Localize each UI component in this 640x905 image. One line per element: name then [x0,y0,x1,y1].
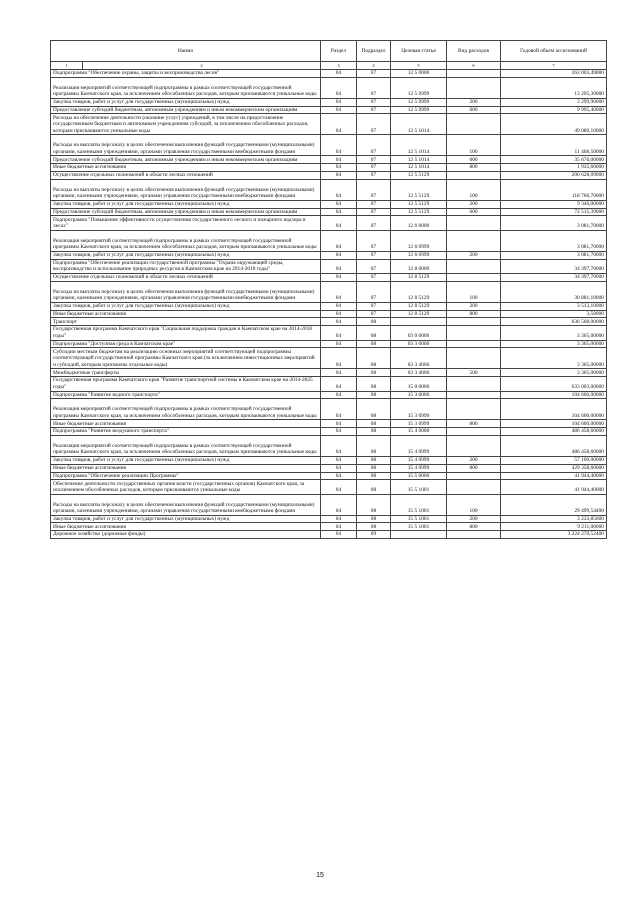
row-vid-cell: 200 [447,515,501,523]
row-vid-cell [447,435,501,456]
row-amount-cell: 29 499,54400 [501,494,607,515]
row-amount-cell: 35 676,00000 [501,156,607,164]
table-row [51,208,607,216]
row-name-cell: Реализация мероприятий соответствующей подпрограммы в рамках соответствующей государственной программы Камчатского края, за исключением обособленных расходов, которым присваиваются уникальные коды [51,77,321,98]
row-name-cell: Закупка товаров, работ и услуг для государственных (муниципальных) нужд [51,200,321,208]
row-amount-cell: 3 081,70000 [501,216,607,230]
row-amount-cell: 11 468,50000 [501,135,607,156]
row-name-cell: Подпрограмма "Обеспечение реализации государственной программы "Охрана окружающей среды, воспроизводство и использование природных ресурсов в Камчатском крае на 2014-2018 годы" [51,259,321,273]
table-row [51,480,607,494]
row-razdel-cell: 04 [321,70,357,78]
row-podrazdel-cell: 07 [357,164,391,172]
row-razdel-cell: 04 [321,531,357,539]
row-amount-cell: 34 397,70000 [501,259,607,273]
row-vid-cell: 600 [447,156,501,164]
row-amount-cell: 3 299,90000 [501,98,607,106]
row-razdel-cell: 04 [321,98,357,106]
table-row [51,216,607,230]
row-amount-cell: 30 881,10000 [501,281,607,302]
row-vid-cell [447,391,501,399]
table-row [51,377,607,391]
row-razdel-cell: 04 [321,464,357,472]
row-statya-cell: 12 5 0000 [391,70,447,78]
table-row [51,428,607,436]
row-amount-cell: 486 458,60000 [501,428,607,436]
row-razdel-cell: 04 [321,523,357,531]
row-statya-cell [391,531,447,539]
row-podrazdel-cell: 08 [357,326,391,340]
table-row [51,318,607,326]
row-vid-cell [447,318,501,326]
row-amount-cell: 9 995,40000 [501,106,607,114]
row-statya-cell: 15 3 0000 [391,391,447,399]
row-razdel-cell: 04 [321,230,357,251]
row-statya-cell: 12 6 0999 [391,230,447,251]
row-podrazdel-cell: 09 [357,531,391,539]
row-statya-cell: 12 5 0999 [391,106,447,114]
row-name-cell: Транспорт [51,318,321,326]
row-name-cell: Иные бюджетные ассигнования [51,464,321,472]
row-podrazdel-cell: 07 [357,310,391,318]
row-name-cell: Расходы на выплаты персоналу в целях обеспечения выполнения функций государственными (муниципальными) органами, казенными учреждениями, органами управления государственными внебюджетными фондами [51,135,321,156]
row-razdel-cell: 04 [321,318,357,326]
row-amount-cell: 3 365,00000 [501,326,607,340]
row-vid-cell [447,273,501,281]
row-name-cell: Осуществление отдельных полномочий в области лесных отношений [51,273,321,281]
row-razdel-cell: 04 [321,377,357,391]
column-number: 3 [321,62,357,70]
row-statya-cell: 12 5 1014 [391,156,447,164]
column-header-vid: Вид расходов [447,41,501,62]
row-podrazdel-cell: 08 [357,464,391,472]
row-vid-cell: 800 [447,523,501,531]
row-amount-cell: 13 295,30000 [501,77,607,98]
row-vid-cell: 100 [447,179,501,200]
table-row [51,164,607,172]
row-statya-cell: 15 0 0000 [391,377,447,391]
table-row [51,340,607,348]
row-name-cell: Подпрограмма "Развитие воздушного транспорта" [51,428,321,436]
table-body [51,70,607,539]
row-podrazdel-cell: 07 [357,114,391,135]
row-razdel-cell: 04 [321,369,357,377]
row-podrazdel-cell: 08 [357,340,391,348]
table-row [51,456,607,464]
row-amount-cell: 104 600,00000 [501,391,607,399]
table-row [51,77,607,98]
row-razdel-cell: 04 [321,472,357,480]
row-razdel-cell: 04 [321,156,357,164]
row-razdel-cell: 04 [321,428,357,436]
row-statya-cell: 12 5 5129 [391,200,447,208]
table-row [51,171,607,179]
row-podrazdel-cell: 07 [357,281,391,302]
row-amount-cell: 118 766,70000 [501,179,607,200]
row-vid-cell: 800 [447,420,501,428]
row-razdel-cell: 04 [321,348,357,369]
row-amount-cell: 200 628,09000 [501,171,607,179]
row-vid-cell [447,326,501,340]
table-row [51,531,607,539]
row-podrazdel-cell: 07 [357,171,391,179]
row-name-cell: Иные бюджетные ассигнования [51,420,321,428]
row-name-cell: Закупка товаров, работ и услуг для государственных (муниципальных) нужд [51,456,321,464]
table-row [51,251,607,259]
row-name-cell: Реализация мероприятий соответствующей подпрограммы в рамках соответствующей государственной программы Камчатского края, за исключением обособленных расходов, которым присваиваются уникальные коды [51,230,321,251]
row-razdel-cell: 04 [321,340,357,348]
row-amount-cell: 34 397,70000 [501,273,607,281]
row-statya-cell: 12 5 1014 [391,164,447,172]
row-name-cell: Осуществление отдельных полномочий в области лесных отношений [51,171,321,179]
row-statya-cell: 12 8 5129 [391,281,447,302]
row-vid-cell [447,77,501,98]
row-razdel-cell: 04 [321,480,357,494]
row-razdel-cell: 04 [321,391,357,399]
table-row [51,200,607,208]
table-row [51,106,607,114]
row-vid-cell [447,472,501,480]
row-amount-cell: 3 513,10000 [501,302,607,310]
row-podrazdel-cell: 07 [357,302,391,310]
table-row [51,310,607,318]
row-razdel-cell: 04 [321,208,357,216]
row-statya-cell: 15 5 0000 [391,472,447,480]
row-podrazdel-cell: 08 [357,523,391,531]
row-podrazdel-cell: 08 [357,348,391,369]
row-name-cell: Закупка товаров, работ и услуг для государственных (муниципальных) нужд [51,302,321,310]
table-row [51,391,607,399]
table-row [51,515,607,523]
table-row [51,435,607,456]
table-row [51,230,607,251]
row-statya-cell: 15 3 0999 [391,420,447,428]
row-name-cell: Предоставление субсидий бюджетным, автономным учреждениям и иным некоммерческим организациям [51,106,321,114]
row-name-cell: Межбюджетные трансферты [51,369,321,377]
table-row [51,326,607,340]
row-razdel-cell: 04 [321,399,357,420]
row-amount-cell: 3 365,00000 [501,369,607,377]
row-podrazdel-cell: 08 [357,480,391,494]
row-razdel-cell: 04 [321,259,357,273]
row-podrazdel-cell: 07 [357,77,391,98]
row-vid-cell: 200 [447,200,501,208]
table-row [51,369,607,377]
row-podrazdel-cell: 07 [357,179,391,200]
row-vid-cell: 100 [447,494,501,515]
row-vid-cell [447,230,501,251]
row-razdel-cell: 04 [321,515,357,523]
row-razdel-cell: 04 [321,200,357,208]
row-amount-cell: 49 080,10000 [501,114,607,135]
row-amount-cell: 104 600,00000 [501,420,607,428]
row-name-cell: Иные бюджетные ассигнования [51,310,321,318]
row-statya-cell: 15 4 0999 [391,456,447,464]
row-name-cell: Реализация мероприятий соответствующей подпрограммы в рамках соответствующей государственной программы Камчатского края, за исключением обособленных расходов, которым присваиваются уникальные коды [51,399,321,420]
row-vid-cell [447,259,501,273]
row-podrazdel-cell: 07 [357,98,391,106]
column-header-name: Наимо [51,41,321,62]
row-name-cell: Подпрограмма "Повышение эффективности осуществления государственного лесного и пожарного надзора в лесах" [51,216,321,230]
table-header-row [51,41,607,62]
table-row [51,523,607,531]
row-amount-cell: 263 003,49000 [501,70,607,78]
row-amount-cell: 41 944,40000 [501,472,607,480]
row-podrazdel-cell: 07 [357,230,391,251]
row-podrazdel-cell: 08 [357,428,391,436]
row-name-cell: Расходы на выплаты персоналу в целях обеспечения выполнения функций государственными (муниципальными) органами, казенными учреждениями, органами управления государственными внебюджетными фондами [51,494,321,515]
row-name-cell: Предоставление субсидий бюджетным, автономным учреждениям и иным некоммерческим организациям [51,208,321,216]
row-amount-cell: 9 346,00000 [501,200,607,208]
row-podrazdel-cell: 07 [357,156,391,164]
row-podrazdel-cell: 08 [357,399,391,420]
row-podrazdel-cell: 08 [357,494,391,515]
row-statya-cell: 12 5 0999 [391,98,447,106]
row-name-cell: Закупка товаров, работ и услуг для государственных (муниципальных) нужд [51,515,321,523]
row-vid-cell [447,531,501,539]
row-vid-cell: 200 [447,456,501,464]
row-vid-cell [447,70,501,78]
row-amount-cell: 633 003,00000 [501,377,607,391]
row-vid-cell: 200 [447,251,501,259]
table-row [51,259,607,273]
row-amount-cell: 3 365,00000 [501,348,607,369]
row-razdel-cell: 04 [321,179,357,200]
row-statya-cell: 15 5 1001 [391,480,447,494]
row-statya-cell: 12 5 0999 [391,77,447,98]
row-podrazdel-cell: 07 [357,273,391,281]
column-header-amount: Годовой объем ассигнований [501,41,607,62]
row-razdel-cell: 04 [321,326,357,340]
table-row [51,273,607,281]
row-podrazdel-cell: 07 [357,106,391,114]
table-row [51,348,607,369]
row-razdel-cell: 04 [321,77,357,98]
row-amount-cell: 636 568,00000 [501,318,607,326]
table-row [51,399,607,420]
row-podrazdel-cell: 08 [357,435,391,456]
row-podrazdel-cell: 07 [357,70,391,78]
row-vid-cell: 600 [447,106,501,114]
budget-table [50,40,607,539]
row-name-cell: Закупка товаров, работ и услуг для государственных (муниципальных) нужд [51,98,321,106]
row-vid-cell: 800 [447,310,501,318]
row-amount-cell: 3 224 270,52400 [501,531,607,539]
column-header-statya: Целевая статья [391,41,447,62]
row-statya-cell [391,318,447,326]
row-statya-cell: 12 5 5129 [391,208,447,216]
row-statya-cell: 12 6 0999 [391,251,447,259]
row-statya-cell: 15 4 0999 [391,435,447,456]
column-number: 6 [447,62,501,70]
row-statya-cell: 15 4 0999 [391,464,447,472]
row-statya-cell: 12 8 5129 [391,302,447,310]
row-razdel-cell: 04 [321,310,357,318]
row-podrazdel-cell: 08 [357,420,391,428]
row-vid-cell [447,428,501,436]
budget-document [50,40,606,539]
row-podrazdel-cell: 07 [357,200,391,208]
row-vid-cell [447,340,501,348]
row-vid-cell [447,216,501,230]
row-statya-cell: 12 5 1014 [391,135,447,156]
row-statya-cell: 12 5 5129 [391,171,447,179]
row-podrazdel-cell: 08 [357,515,391,523]
column-header-podrazdel: Подраздел [357,41,391,62]
row-podrazdel-cell: 08 [357,369,391,377]
row-statya-cell: 15 5 1001 [391,494,447,515]
row-statya-cell: 12 6 0000 [391,216,447,230]
page-number: 15 [316,872,324,879]
row-statya-cell: 12 5 1014 [391,114,447,135]
row-podrazdel-cell: 08 [357,472,391,480]
table-row [51,156,607,164]
row-name-cell: Подпрограмма "Развитие водного транспорта" [51,391,321,399]
row-amount-cell: 3 081,70000 [501,230,607,251]
row-name-cell: Предоставление субсидий бюджетным, автономным учреждениям и иным некоммерческим организациям [51,156,321,164]
row-vid-cell: 100 [447,281,501,302]
table-row [51,420,607,428]
column-header-razdel: Раздел [321,41,357,62]
row-statya-cell: 03 3 4006 [391,369,447,377]
row-amount-cell: 1 935,60000 [501,164,607,172]
row-name-cell: Подпрограмма "Обеспечение охраны, защиты и воспроизводства лесов" [51,70,321,78]
row-statya-cell: 03 3 0000 [391,340,447,348]
column-number-row [51,62,607,70]
row-razdel-cell: 04 [321,171,357,179]
row-vid-cell: 200 [447,98,501,106]
row-name-cell: Субсидии местным бюджетам на реализацию основных мероприятий соответствующей подпрограммы соответствующей государственной программы Камчатского края (за исключением инвестиционных мероприятий и субсидий, которым присвоены отдельные коды) [51,348,321,369]
row-amount-cell: 3 081,70000 [501,251,607,259]
row-vid-cell [447,399,501,420]
row-name-cell: Расходы на выплаты персоналу в целях обеспечения выполнения функций государственными (муниципальными) органами, казенными учреждениями, органами управления государственными внебюджетными фондами [51,281,321,302]
table-row [51,472,607,480]
row-vid-cell: 500 [447,369,501,377]
row-name-cell: Закупка товаров, работ и услуг для государственных (муниципальных) нужд [51,251,321,259]
row-razdel-cell: 04 [321,435,357,456]
row-name-cell: Подпрограмма "Доступная среда в Камчатском крае" [51,340,321,348]
row-vid-cell [447,171,501,179]
column-number: 1 [51,62,83,70]
row-vid-cell [447,377,501,391]
row-amount-cell: 486 458,60000 [501,435,607,456]
row-name-cell: Подпрограмма "Обеспечение реализации Программы" [51,472,321,480]
column-number: 4 [357,62,391,70]
row-name-cell: Государственная программа Камчатского края "Социальная поддержка граждан в Камчатском крае на 2014-2018 годы" [51,326,321,340]
row-amount-cell: 3,50000 [501,310,607,318]
table-row [51,281,607,302]
row-vid-cell: 800 [447,164,501,172]
row-amount-cell: 57 100,00000 [501,456,607,464]
row-razdel-cell: 04 [321,281,357,302]
row-statya-cell: 12 8 5129 [391,310,447,318]
row-amount-cell: 41 944,40000 [501,480,607,494]
row-vid-cell: 100 [447,135,501,156]
table-row [51,494,607,515]
row-podrazdel-cell: 08 [357,456,391,464]
row-vid-cell: 200 [447,302,501,310]
row-amount-cell: 3 365,00000 [501,340,607,348]
row-razdel-cell: 04 [321,114,357,135]
row-podrazdel-cell: 07 [357,135,391,156]
row-amount-cell: 72 515,39000 [501,208,607,216]
table-row [51,70,607,78]
row-podrazdel-cell: 08 [357,377,391,391]
row-podrazdel-cell: 07 [357,216,391,230]
row-name-cell: Расходы на обеспечение деятельности (оказание услуг) учреждений, в том числе на предоставление государственным бюджетным и автономным учреждениям субсидий, за исключением обособленных расходов, которым присваиваются уникальные коды [51,114,321,135]
row-vid-cell: 800 [447,464,501,472]
row-name-cell: Обеспечение деятельности государственных органов власти (государственных органов) Камчатского края, за исключением обособленных расходов, которым присваиваются уникальные коды [51,480,321,494]
row-statya-cell: 15 4 0000 [391,428,447,436]
row-razdel-cell: 04 [321,135,357,156]
row-name-cell: Государственная программа Камчатского края "Развитие транспортной системы в Камчатском крае на 2014-2025 годы" [51,377,321,391]
row-podrazdel-cell: 07 [357,208,391,216]
column-number: 7 [501,62,607,70]
table-row [51,179,607,200]
row-razdel-cell: 04 [321,456,357,464]
row-podrazdel-cell: 07 [357,251,391,259]
row-name-cell: Реализация мероприятий соответствующей подпрограммы в рамках соответствующей государственной программы Камчатского края, за исключением обособленных расходов, которым присваиваются уникальные коды [51,435,321,456]
row-amount-cell: 104 600,00000 [501,399,607,420]
table-row [51,135,607,156]
row-statya-cell: 03 3 4006 [391,348,447,369]
row-podrazdel-cell: 08 [357,318,391,326]
row-statya-cell: 03 0 0000 [391,326,447,340]
row-vid-cell [447,114,501,135]
column-number: 5 [391,62,447,70]
row-vid-cell: 600 [447,208,501,216]
row-razdel-cell: 04 [321,420,357,428]
row-statya-cell: 12 5 5129 [391,179,447,200]
table-row [51,302,607,310]
column-number: 2 [83,62,321,70]
row-vid-cell [447,480,501,494]
table-row [51,464,607,472]
row-name-cell: Дорожное хозяйство (дорожные фонды) [51,531,321,539]
row-amount-cell: 9 211,00000 [501,523,607,531]
row-amount-cell: 3 233,85600 [501,515,607,523]
row-razdel-cell: 04 [321,494,357,515]
row-statya-cell: 12 8 0000 [391,259,447,273]
row-razdel-cell: 04 [321,302,357,310]
row-statya-cell: 15 5 1001 [391,523,447,531]
row-statya-cell: 15 5 1001 [391,515,447,523]
table-row [51,98,607,106]
row-vid-cell [447,348,501,369]
row-razdel-cell: 04 [321,216,357,230]
row-razdel-cell: 04 [321,273,357,281]
row-name-cell: Иные бюджетные ассигнования [51,523,321,531]
row-name-cell: Расходы на выплаты персоналу в целях обеспечения выполнения функций государственными (муниципальными) органами, казенными учреждениями, органами управления государственными внебюджетными фондами [51,179,321,200]
row-razdel-cell: 04 [321,251,357,259]
row-amount-cell: 429 358,60000 [501,464,607,472]
row-statya-cell: 12 8 5129 [391,273,447,281]
row-podrazdel-cell: 07 [357,259,391,273]
row-name-cell: Иные бюджетные ассигнования [51,164,321,172]
row-statya-cell: 15 3 0999 [391,399,447,420]
row-razdel-cell: 04 [321,164,357,172]
table-row [51,114,607,135]
row-podrazdel-cell: 08 [357,391,391,399]
row-razdel-cell: 04 [321,106,357,114]
